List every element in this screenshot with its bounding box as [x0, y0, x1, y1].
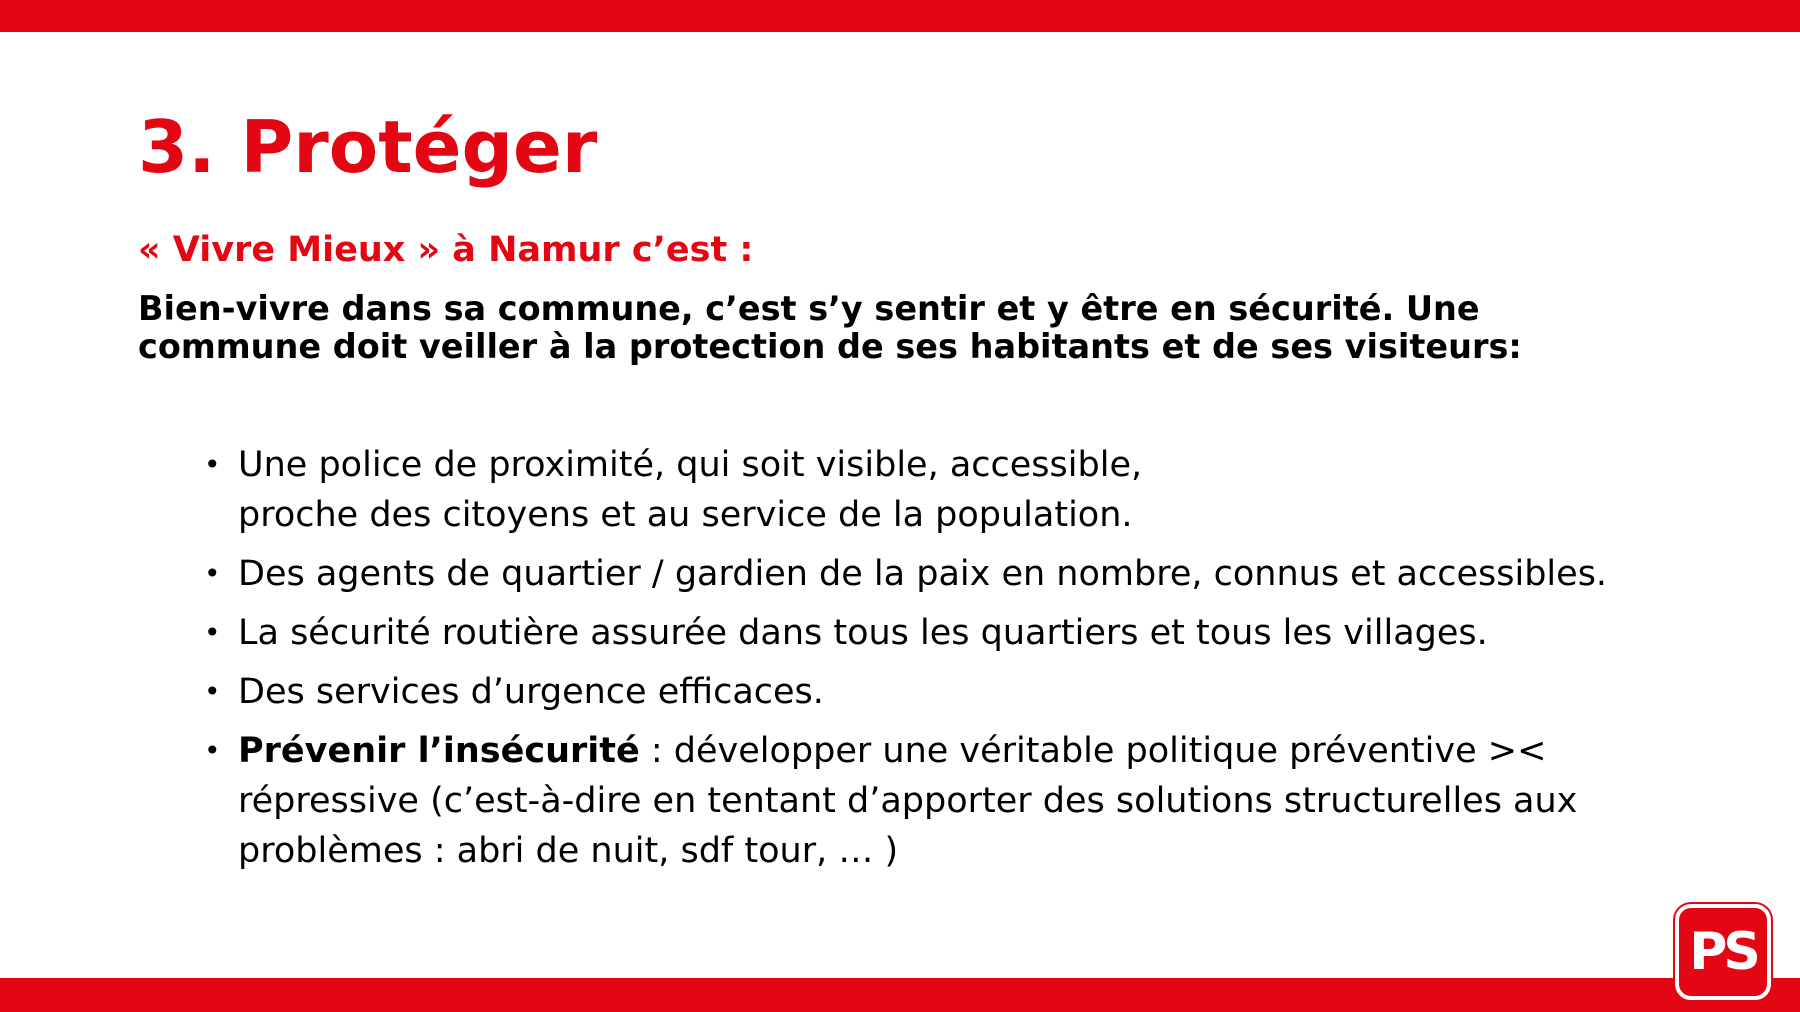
slide-title: 3. Protéger — [138, 105, 598, 189]
list-item-line: Une police de proximité, qui soit visible, accessible, — [238, 445, 1143, 485]
list-item-line — [238, 726, 1708, 776]
list-item-line: proche des citoyens et au service de la population. — [238, 495, 1133, 535]
bullet-dot-icon: • — [204, 557, 221, 590]
list-item-line: Des services d’urgence efficaces. — [238, 672, 824, 712]
slide-subtitle: « Vivre Mieux » à Namur c’est : — [138, 230, 754, 270]
intro-paragraph — [138, 290, 1698, 366]
list-item-line: Des agents de quartier / gardien de la paix en nombre, connus et accessibles. — [238, 554, 1608, 594]
bullet-dot-icon: • — [204, 675, 221, 708]
intro-line-1: Bien-vivre dans sa commune, c’est s’y sentir et y être en sécurité. Une — [138, 289, 1480, 328]
bullet-list — [204, 440, 1708, 885]
bullet-dot-icon: • — [204, 448, 221, 481]
list-item-line: problèmes : abri de nuit, sdf tour, … ) — [238, 831, 899, 871]
prevention-bold-label: Prévenir l’insécurité — [238, 731, 640, 771]
prevention-first-line-rest: : développer une véritable politique préventive >< — [639, 731, 1547, 771]
list-item-agents — [204, 549, 1708, 599]
list-item-road-safety — [204, 608, 1708, 658]
intro-line-2: commune doit veiller à la protection de ses habitants et de ses visiteurs: — [138, 327, 1522, 366]
list-item-police — [204, 440, 1708, 540]
list-item-line: répressive (c’est-à-dire en tentant d’apporter des solutions structurelles aux — [238, 781, 1578, 821]
list-item-line: La sécurité routière assurée dans tous les quartiers et tous les villages. — [238, 613, 1488, 653]
bullet-dot-icon: • — [204, 734, 221, 767]
bullet-dot-icon: • — [204, 616, 221, 649]
list-item-emergency — [204, 667, 1708, 717]
bottom-red-bar — [0, 978, 1800, 1012]
ps-logo-text: PS — [1689, 922, 1757, 982]
list-item-prevention — [204, 726, 1708, 876]
top-red-bar — [0, 0, 1800, 32]
ps-logo — [1675, 904, 1771, 1000]
